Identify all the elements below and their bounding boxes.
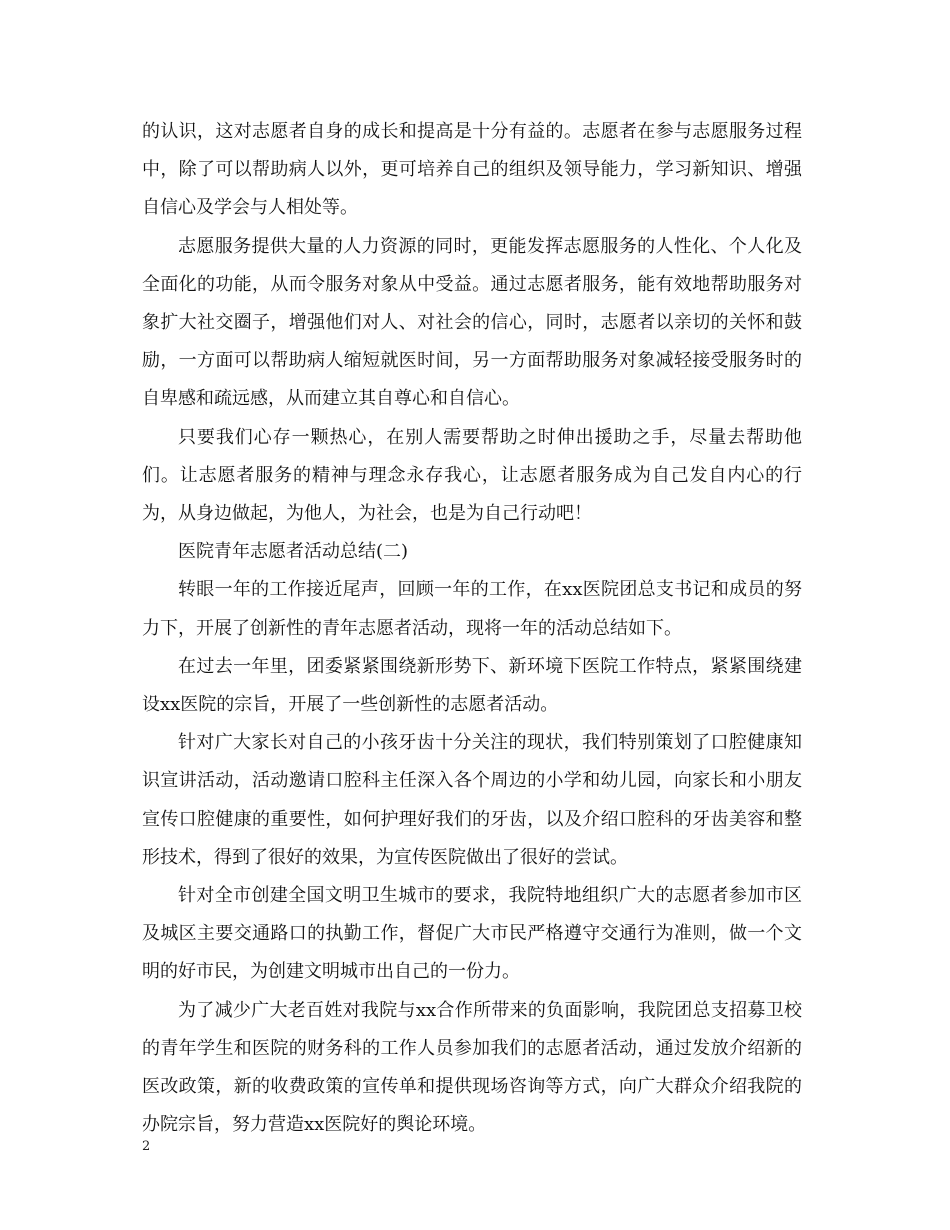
- paragraph-continuation: 的认识，这对志愿者自身的成长和提高是十分有益的。志愿者在参与志愿服务过程中，除了可以帮助病人以外，更可培养自己的组织及领导能力，学习新知识、增强自信心及学会与人相处等。: [142, 121, 802, 219]
- page-number: 2: [142, 1139, 151, 1154]
- paragraph-civilized-city: 针对全市创建全国文明卫生城市的要求，我院特地组织广大的志愿者参加市区及城区主要交通路口的执勤工作，督促广大市民严格遵守交通行为准则，做一个文明的好市民，为创建文明城市出自己的一份力。: [142, 885, 802, 983]
- paragraph-oral-health: 针对广大家长对自己的小孩牙齿十分关注的现状，我们特别策划了口腔健康知识宣讲活动，活动邀请口腔科主任深入各个周边的小学和幼儿园，向家长和小朋友宣传口腔健康的重要性，如何护理好我们的牙齿，以及介绍口腔科的牙齿美容和整形技术，得到了很好的效果，为宣传医院做出了很好的尝试。: [142, 732, 802, 868]
- paragraph-past-year: 在过去一年里，团委紧紧围绕新形势下、新环境下医院工作特点，紧紧围绕建设xx医院的宗旨，开展了一些创新性的志愿者活动。: [142, 655, 802, 716]
- paragraph-closing-call: 只要我们心存一颗热心，在别人需要帮助之时伸出援助之手，尽量去帮助他们。让志愿者服务的精神与理念永存我心，让志愿者服务成为自己发自内心的行为，从身边做起，为他人，为社会，也是为自己行动吧！: [142, 426, 802, 525]
- section-heading: 医院青年志愿者活动总结(二): [178, 541, 409, 563]
- paragraph-volunteer-service-benefits: 志愿服务提供大量的人力资源的同时，更能发挥志愿服务的人性化、个人化及全面化的功能，从而令服务对象从中受益。通过志愿者服务，能有效地帮助服务对象扩大社交圈子，增强他们对人、对社会的信心，同时，志愿者以亲切的关怀和鼓励，一方面可以帮助病人缩短就医时间，另一方面帮助服务对象减轻接受服务时的自卑感和疏远感，从而建立其自尊心和自信心。: [142, 235, 802, 410]
- paragraph-public-opinion: 为了减少广大老百姓对我院与xx合作所带来的负面影响，我院团总支招募卫校的青年学生和医院的财务科的工作人员参加我们的志愿者活动，通过发放介绍新的医改政策，新的收费政策的宣传单和提供现场咨询等方式，向广大群众介绍我院的办院宗旨，努力营造xx医院好的舆论环境。: [142, 999, 802, 1136]
- document-body: [142, 113, 802, 1144]
- paragraph-year-intro: 转眼一年的工作接近尾声，回顾一年的工作，在xx医院团总支书记和成员的努力下，开展了创新性的青年志愿者活动，现将一年的活动总结如下。: [142, 579, 802, 639]
